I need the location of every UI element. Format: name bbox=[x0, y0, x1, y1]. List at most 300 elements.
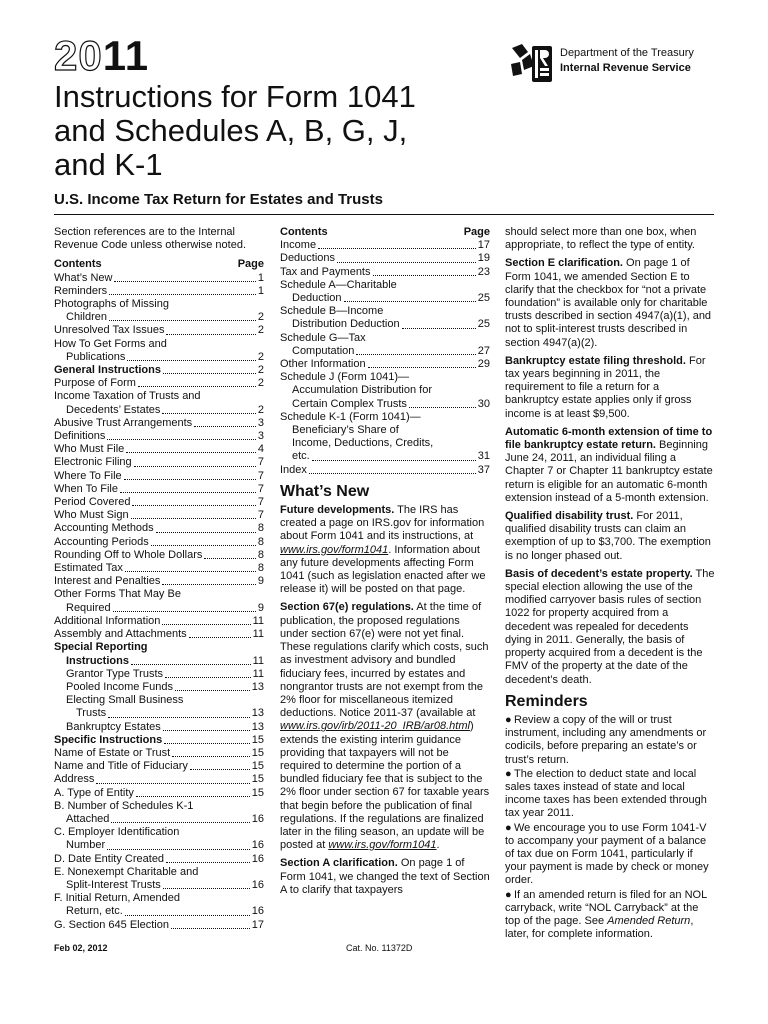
toc-entry-page: 17 bbox=[477, 239, 490, 252]
toc-leader-dots bbox=[190, 769, 250, 770]
paragraph-lead: Future developments. bbox=[280, 504, 395, 517]
title-line: and Schedules A, B, G, J, bbox=[54, 113, 408, 148]
document-title bbox=[54, 80, 484, 182]
paragraph-lead: Qualified disability trust. bbox=[505, 510, 634, 523]
toc-entry[interactable] bbox=[54, 483, 264, 496]
toc-entry-title: Decedents’ Estates bbox=[66, 403, 161, 416]
disability-trust-paragraph bbox=[505, 510, 715, 563]
toc-entry-title: Instructions bbox=[66, 654, 129, 667]
bullet-icon: ● bbox=[505, 888, 512, 901]
toc-leader-dots bbox=[164, 743, 250, 744]
toc-entry-page: 15 bbox=[251, 746, 264, 759]
toc-entry-title: G. Section 645 Election bbox=[54, 918, 169, 931]
toc-leader-dots bbox=[163, 730, 250, 731]
toc-entry-title: Other Forms That May Be bbox=[54, 588, 181, 601]
toc-entry-title: Assembly and Attachments bbox=[54, 628, 187, 641]
toc-leader-dots bbox=[312, 460, 476, 461]
toc-leader-dots bbox=[107, 439, 256, 440]
toc-leader-dots bbox=[124, 479, 256, 480]
toc-entry[interactable] bbox=[54, 905, 264, 918]
toc-entry-page: 8 bbox=[257, 535, 264, 548]
toc-entry[interactable] bbox=[54, 879, 264, 892]
toc-entry-title: Reminders bbox=[54, 284, 108, 297]
toc-entry-page: 7 bbox=[257, 509, 264, 522]
toc-entry-title: Schedule G—Tax bbox=[280, 331, 366, 344]
toc-entry-page: 25 bbox=[477, 318, 490, 331]
toc-leader-dots bbox=[108, 717, 250, 718]
reminder-item bbox=[505, 889, 715, 942]
toc-entry[interactable] bbox=[54, 773, 264, 786]
toc-entry-title: F. Initial Return, Amended bbox=[54, 892, 180, 905]
toc-leader-dots bbox=[109, 320, 256, 321]
toc-entry[interactable] bbox=[280, 332, 490, 345]
toc-entry-page: 3 bbox=[257, 416, 264, 429]
toc-entry[interactable] bbox=[280, 305, 490, 318]
toc-entry[interactable] bbox=[54, 721, 264, 734]
toc-entry[interactable] bbox=[280, 345, 490, 358]
toc-entry-title: Name and Title of Fiduciary bbox=[54, 760, 188, 773]
toc-entry-title: Bankruptcy Estates bbox=[66, 720, 161, 733]
toc-entry-title: Number bbox=[66, 839, 106, 852]
paragraph-text: ) extends the existing interim guidance providing that taxpayers will not be required to determine the portion of a bundled fiduciary fee that is subject to the 2% floor under section 67 for taxable years that begin before the publication of final regulations. If the regulations are finalized later in the filing season, an update will be posted at bbox=[280, 720, 490, 852]
toc-contents-label: Contents bbox=[280, 226, 328, 238]
intro-note: Section references are to the Internal Revenue Code unless otherwise noted. bbox=[54, 226, 247, 252]
toc-entry-title: B. Number of Schedules K-1 bbox=[54, 799, 194, 812]
toc-entry-page: 2 bbox=[257, 403, 264, 416]
toc-leader-dots bbox=[134, 466, 256, 467]
paragraph-lead: Section E clarification. bbox=[505, 257, 623, 270]
toc-leader-dots bbox=[402, 328, 476, 329]
toc-leader-dots bbox=[156, 532, 256, 533]
column-3 bbox=[505, 226, 715, 942]
toc-entry[interactable] bbox=[54, 919, 264, 932]
toc-entry[interactable] bbox=[280, 450, 490, 463]
toc-entry-page: 31 bbox=[477, 450, 490, 463]
toc-entry-page: 13 bbox=[251, 680, 264, 693]
toc-entry-title: Interest and Penalties bbox=[54, 575, 161, 588]
toc-entry-title: C. Employer Identification bbox=[54, 826, 180, 839]
toc-leader-dots bbox=[114, 281, 255, 282]
toc-entry[interactable] bbox=[54, 747, 264, 760]
toc-entry-page: 11 bbox=[252, 667, 264, 680]
toc-entry-page: 13 bbox=[251, 707, 264, 720]
toc-entry-title: Rounding Off to Whole Dollars bbox=[54, 548, 203, 561]
toc-entry-title: Trusts bbox=[76, 707, 107, 720]
toc-entry-title: Publications bbox=[66, 350, 126, 363]
toc-entry[interactable] bbox=[54, 602, 264, 615]
section-a-continued: should select more than one box, when appropriate, to reflect the type of entity. bbox=[505, 226, 697, 252]
toc-entry[interactable] bbox=[54, 311, 264, 324]
toc-entry-page: 15 bbox=[251, 760, 264, 773]
toc-entry-title: Accounting Periods bbox=[54, 535, 149, 548]
toc-entry[interactable] bbox=[54, 588, 264, 601]
toc-entry[interactable] bbox=[280, 384, 490, 397]
toc-entry-page: 3 bbox=[257, 430, 264, 443]
toc-entry[interactable] bbox=[54, 377, 264, 390]
toc-entry[interactable] bbox=[280, 437, 490, 450]
toc-entry-title: Electing Small Business bbox=[66, 694, 184, 707]
paragraph-lead: Automatic 6-month extension of time to file bankruptcy estate return. bbox=[505, 425, 713, 452]
toc-entry[interactable] bbox=[280, 371, 490, 384]
document-subtitle: U.S. Income Tax Return for Estates and Trusts bbox=[54, 191, 383, 208]
toc-entry-title: etc. bbox=[292, 450, 310, 463]
toc-leader-dots bbox=[136, 796, 250, 797]
toc-entry-title: Pooled Income Funds bbox=[66, 680, 174, 693]
toc-entry-title: Deduction bbox=[292, 292, 342, 305]
toc-entry-title: Period Covered bbox=[54, 496, 131, 509]
toc-entry-page: 8 bbox=[257, 548, 264, 561]
toc-entry-title: Distribution Deduction bbox=[292, 318, 400, 331]
toc-entry[interactable] bbox=[54, 443, 264, 456]
toc-entry-page: 8 bbox=[257, 522, 264, 535]
toc-leader-dots bbox=[356, 354, 475, 355]
toc-entry[interactable] bbox=[54, 813, 264, 826]
toc-entry-page: 16 bbox=[251, 878, 264, 891]
year-solid-digits: 11 bbox=[102, 32, 150, 79]
toc-entry-title: Where To File bbox=[54, 469, 122, 482]
toc-entry[interactable] bbox=[54, 668, 264, 681]
title-line: Instructions for Form 1041 bbox=[54, 79, 416, 114]
toc-entry-title: D. Date Entity Created bbox=[54, 852, 165, 865]
irs-form1041-link[interactable]: www.irs.gov/form1041 bbox=[328, 839, 437, 852]
toc-entry[interactable] bbox=[280, 292, 490, 305]
paragraph-text: On page 1 of Form 1041, we changed the text of Section A to clarify that taxpayers bbox=[280, 857, 490, 896]
whats-new-heading: What’s New bbox=[280, 482, 370, 500]
toc-leader-dots bbox=[166, 862, 250, 863]
reminder-text: Review a copy of the will or trust instrument, including any amendments or codicils, before preparing an estate’s or trust’s return. bbox=[505, 713, 707, 766]
header-divider bbox=[54, 214, 714, 215]
toc-entry[interactable] bbox=[280, 424, 490, 437]
toc-entry-title: What’s New bbox=[54, 271, 113, 284]
toc-entry[interactable] bbox=[280, 252, 490, 265]
toc-entry[interactable] bbox=[54, 800, 264, 813]
toc-entry-page: 7 bbox=[257, 482, 264, 495]
bullet-icon: ● bbox=[505, 821, 512, 834]
decedent-basis-paragraph bbox=[505, 568, 715, 687]
table-of-contents bbox=[280, 239, 490, 477]
toc-leader-dots bbox=[125, 571, 256, 572]
toc-leader-dots bbox=[125, 915, 250, 916]
toc-entry[interactable] bbox=[54, 628, 264, 641]
toc-entry-title: Tax and Payments bbox=[280, 265, 371, 278]
toc-entry-title: Name of Estate or Trust bbox=[54, 746, 171, 759]
toc-entry-title: Who Must Sign bbox=[54, 509, 129, 522]
toc-entry[interactable] bbox=[280, 239, 490, 252]
toc-entry[interactable] bbox=[54, 892, 264, 905]
toc-leader-dots bbox=[107, 849, 250, 850]
paragraph-lead: Bankruptcy estate filing threshold. bbox=[505, 354, 686, 367]
toc-entry-title: Schedule K-1 (Form 1041)— bbox=[280, 410, 421, 423]
toc-entry[interactable] bbox=[54, 615, 264, 628]
toc-header bbox=[54, 258, 264, 271]
toc-entry[interactable] bbox=[54, 694, 264, 707]
toc-entry-page: 27 bbox=[477, 344, 490, 357]
paragraph-lead: Section 67(e) regulations. bbox=[280, 601, 414, 614]
toc-entry-page: 2 bbox=[257, 377, 264, 390]
toc-leader-dots bbox=[113, 611, 256, 612]
toc-leader-dots bbox=[127, 360, 256, 361]
toc-entry-page: 2 bbox=[257, 311, 264, 324]
toc-entry-title: Split-Interest Trusts bbox=[66, 878, 161, 891]
table-of-contents bbox=[54, 272, 264, 932]
toc-entry-title: Attached bbox=[66, 812, 110, 825]
toc-entry[interactable] bbox=[54, 430, 264, 443]
footer-date: Feb 02, 2012 bbox=[54, 943, 108, 953]
toc-entry[interactable] bbox=[280, 464, 490, 477]
toc-entry[interactable] bbox=[54, 866, 264, 879]
toc-entry-page: 29 bbox=[477, 358, 490, 371]
toc-leader-dots bbox=[194, 426, 256, 427]
toc-entry[interactable] bbox=[54, 655, 264, 668]
toc-entry[interactable] bbox=[54, 456, 264, 469]
toc-entry-title: Purpose of Form bbox=[54, 377, 136, 390]
toc-leader-dots bbox=[175, 690, 250, 691]
toc-entry[interactable] bbox=[54, 496, 264, 509]
toc-entry[interactable] bbox=[54, 351, 264, 364]
irs-form1041-link[interactable]: www.irs.gov/form1041 bbox=[280, 543, 389, 556]
toc-leader-dots bbox=[204, 558, 256, 559]
toc-entry[interactable] bbox=[54, 285, 264, 298]
amended-return-reference: Amended Return bbox=[607, 914, 691, 927]
toc-entry[interactable] bbox=[54, 509, 264, 522]
dept-treasury-label: Department of the Treasury bbox=[560, 47, 694, 59]
toc-entry[interactable] bbox=[54, 641, 264, 654]
toc-page-label: Page bbox=[237, 258, 264, 271]
toc-entry-title: Accounting Methods bbox=[54, 522, 154, 535]
toc-entry-title: Income bbox=[280, 239, 317, 252]
toc-leader-dots bbox=[368, 367, 476, 368]
reminder-item bbox=[505, 822, 715, 888]
toc-entry-page: 1 bbox=[257, 284, 264, 297]
toc-entry-page: 7 bbox=[257, 469, 264, 482]
toc-entry-page: 30 bbox=[477, 397, 490, 410]
section-a-paragraph bbox=[280, 857, 490, 897]
toc-entry-title: Specific Instructions bbox=[54, 733, 163, 746]
toc-entry-title: A. Type of Entity bbox=[54, 786, 134, 799]
paragraph-text: On page 1 of Form 1041, we amended Section E to clarify that the checkbox for “not a private foundation” is available only for charitable trusts described in section 4947(a)(1), and not to split-interest trusts described in section 4947(a)(2). bbox=[505, 257, 712, 349]
toc-entry-title: Index bbox=[280, 463, 307, 476]
toc-entry[interactable] bbox=[54, 522, 264, 535]
toc-entry-title: Certain Complex Trusts bbox=[292, 397, 407, 410]
toc-entry-page: 16 bbox=[251, 812, 264, 825]
toc-entry[interactable] bbox=[54, 298, 264, 311]
future-developments-paragraph bbox=[280, 504, 490, 596]
toc-entry-title: Who Must File bbox=[54, 443, 125, 456]
toc-page-label: Page bbox=[463, 226, 490, 238]
paragraph-text: The special election allowing the use of the modified carryover basis rules of section 1022 for property acquired from a decedent was repealed for decedents dying in 2011. Generally, the basis of property acquired from a decedent is the FMV of the property at the date of the decedent’s death. bbox=[505, 567, 715, 686]
toc-entry-title: Electronic Filing bbox=[54, 456, 132, 469]
toc-leader-dots bbox=[165, 677, 251, 678]
bankruptcy-threshold-paragraph bbox=[505, 355, 715, 421]
irs-eagle-logo-icon bbox=[508, 42, 554, 86]
extension-paragraph bbox=[505, 426, 715, 505]
toc-entry-page: 11 bbox=[252, 628, 264, 641]
toc-entry-page: 11 bbox=[252, 654, 264, 667]
toc-entry[interactable] bbox=[54, 734, 264, 747]
toc-entry-page: 16 bbox=[251, 905, 264, 918]
toc-leader-dots bbox=[131, 664, 251, 665]
toc-entry[interactable] bbox=[54, 404, 264, 417]
toc-entry-page: 37 bbox=[477, 463, 490, 476]
column-1 bbox=[54, 226, 264, 932]
toc-entry[interactable] bbox=[54, 853, 264, 866]
toc-leader-dots bbox=[409, 407, 476, 408]
reminder-text: , later, for complete information. bbox=[505, 914, 694, 941]
toc-entry-title: E. Nonexempt Charitable and bbox=[54, 865, 199, 878]
toc-entry-page: 19 bbox=[477, 252, 490, 265]
reminder-item bbox=[505, 714, 715, 767]
reminders-heading: Reminders bbox=[505, 692, 588, 710]
toc-entry[interactable] bbox=[280, 358, 490, 371]
toc-entry-page: 1 bbox=[257, 271, 264, 284]
toc-contents-label: Contents bbox=[54, 258, 102, 271]
toc-entry-page: 23 bbox=[477, 265, 490, 278]
toc-entry-title: Unresolved Tax Issues bbox=[54, 324, 165, 337]
toc-entry-title: Schedule B—Income bbox=[280, 305, 384, 318]
toc-leader-dots bbox=[318, 248, 476, 249]
paragraph-lead: Section A clarification. bbox=[280, 857, 398, 870]
toc-entry-page: 15 bbox=[251, 733, 264, 746]
toc-entry-title: Schedule A—Charitable bbox=[280, 278, 397, 291]
toc-entry-title: Grantor Type Trusts bbox=[66, 667, 164, 680]
toc-entry-page: 7 bbox=[257, 496, 264, 509]
column-2 bbox=[280, 226, 490, 902]
toc-entry-page: 8 bbox=[257, 562, 264, 575]
toc-entry-title: Schedule J (Form 1041)— bbox=[280, 371, 409, 384]
toc-entry[interactable] bbox=[280, 266, 490, 279]
toc-leader-dots bbox=[163, 373, 256, 374]
toc-leader-dots bbox=[172, 756, 250, 757]
toc-entry[interactable] bbox=[280, 318, 490, 331]
toc-entry-title: Address bbox=[54, 773, 95, 786]
paragraph-lead: Basis of decedent’s estate property. bbox=[505, 567, 693, 580]
toc-header bbox=[280, 226, 490, 239]
toc-entry-page: 17 bbox=[251, 918, 264, 931]
toc-leader-dots bbox=[373, 275, 476, 276]
toc-entry-page: 2 bbox=[257, 350, 264, 363]
irs-label: Internal Revenue Service bbox=[560, 62, 691, 74]
toc-entry[interactable] bbox=[280, 411, 490, 424]
toc-leader-dots bbox=[126, 452, 256, 453]
toc-entry-title: Children bbox=[66, 311, 107, 324]
toc-leader-dots bbox=[120, 492, 256, 493]
toc-leader-dots bbox=[162, 624, 250, 625]
paragraph-text: . bbox=[436, 839, 440, 852]
reminder-text: We encourage you to use Form 1041-V to accompany your payment of a balance of tax due on Form 1041, particularly if your payment is made by check or money order. bbox=[505, 821, 709, 887]
toc-entry-title: When To File bbox=[54, 482, 118, 495]
paragraph-text: At the time of publication, the proposed regulations under section 67(e) were not yet final. These regulations clarify which costs, such as investment advisory and bundled fiduciary fees, incurred by estates and nongrantor trusts are not exempt from the 2% floor for miscellaneous itemized deductions. Notice 2011-37 (available at bbox=[280, 601, 489, 720]
paragraph-text: . Information about any future developments affecting Form 1041 (such as legislation enacted after we release it) will be posted on that page. bbox=[280, 543, 486, 596]
toc-leader-dots bbox=[162, 584, 255, 585]
toc-entry-page: 15 bbox=[251, 773, 264, 786]
paragraph-text: The IRS has created a page on IRS.gov for information about Form 1041 and its instructions, at bbox=[280, 504, 485, 543]
toc-entry[interactable] bbox=[54, 417, 264, 430]
toc-entry[interactable] bbox=[54, 549, 264, 562]
toc-entry-title: Income Taxation of Trusts and bbox=[54, 390, 201, 403]
reminder-text: The election to deduct state and local sales taxes instead of state and local income taxes has been extended through tax year 2011. bbox=[505, 767, 707, 820]
toc-entry-title: General Instructions bbox=[54, 364, 161, 377]
toc-leader-dots bbox=[171, 928, 250, 929]
toc-entry[interactable] bbox=[54, 562, 264, 575]
toc-entry[interactable] bbox=[54, 681, 264, 694]
toc-entry[interactable] bbox=[280, 279, 490, 292]
toc-entry-title: Return, etc. bbox=[66, 905, 123, 918]
bullet-icon: ● bbox=[505, 713, 512, 726]
toc-entry[interactable] bbox=[54, 826, 264, 839]
toc-leader-dots bbox=[131, 518, 256, 519]
toc-entry-title: Income, Deductions, Credits, bbox=[292, 437, 434, 450]
toc-entry-title: Definitions bbox=[54, 430, 106, 443]
toc-entry[interactable] bbox=[54, 787, 264, 800]
toc-entry-page: 11 bbox=[252, 614, 264, 627]
section-e-paragraph bbox=[505, 257, 715, 349]
toc-entry-title: Other Information bbox=[280, 358, 366, 371]
title-line: and K-1 bbox=[54, 147, 163, 182]
toc-entry-title: Deductions bbox=[280, 252, 336, 265]
toc-entry-title: Photographs of Missing bbox=[54, 298, 169, 311]
toc-entry[interactable] bbox=[54, 364, 264, 377]
toc-entry-title: Abusive Trust Arrangements bbox=[54, 416, 193, 429]
toc-leader-dots bbox=[337, 262, 476, 263]
irb-notice-link[interactable]: www.irs.gov/irb/2011-20_IRB/ar08.html bbox=[280, 720, 470, 733]
toc-entry[interactable] bbox=[54, 390, 264, 403]
toc-leader-dots bbox=[96, 783, 249, 784]
paragraph-text: Beginning June 24, 2011, an individual filing a Chapter 7 or Chapter 11 bankruptcy estate return is eligible for an automatic 6-month extension instead of a 5-month extension. bbox=[505, 439, 713, 504]
footer-catalog-number: Cat. No. 11372D bbox=[346, 943, 413, 953]
toc-entry-title: Required bbox=[66, 601, 111, 614]
toc-entry-page: 15 bbox=[251, 786, 264, 799]
toc-entry[interactable] bbox=[54, 338, 264, 351]
toc-entry-title: Accumulation Distribution for bbox=[292, 384, 433, 397]
toc-leader-dots bbox=[163, 888, 250, 889]
toc-entry-page: 7 bbox=[257, 456, 264, 469]
reminder-text: If an amended return is filed for an NOL carryback, write “NOL Carryback” at the top of the page. See bbox=[505, 888, 707, 927]
toc-entry[interactable] bbox=[54, 839, 264, 852]
toc-entry-title: Special Reporting bbox=[54, 641, 148, 654]
toc-entry[interactable] bbox=[54, 324, 264, 337]
toc-leader-dots bbox=[166, 334, 255, 335]
toc-leader-dots bbox=[309, 473, 476, 474]
toc-leader-dots bbox=[162, 413, 256, 414]
toc-entry-title: Estimated Tax bbox=[54, 562, 123, 575]
toc-entry[interactable] bbox=[54, 575, 264, 588]
toc-entry[interactable] bbox=[54, 707, 264, 720]
toc-leader-dots bbox=[189, 637, 251, 638]
toc-entry-page: 25 bbox=[477, 292, 490, 305]
toc-entry-title: Additional Information bbox=[54, 614, 161, 627]
toc-leader-dots bbox=[109, 294, 256, 295]
toc-entry[interactable] bbox=[54, 536, 264, 549]
toc-leader-dots bbox=[344, 301, 476, 302]
toc-entry[interactable] bbox=[54, 760, 264, 773]
year-outline-digits: 20 bbox=[54, 32, 103, 79]
toc-entry[interactable] bbox=[280, 398, 490, 411]
toc-entry-page: 4 bbox=[257, 443, 264, 456]
toc-entry-page: 9 bbox=[257, 575, 264, 588]
section-67e-paragraph bbox=[280, 601, 490, 852]
bullet-icon: ● bbox=[505, 767, 512, 780]
reminder-item bbox=[505, 768, 715, 821]
toc-entry-page: 2 bbox=[257, 324, 264, 337]
toc-entry-title: Beneficiary’s Share of bbox=[292, 424, 399, 437]
toc-entry[interactable] bbox=[54, 470, 264, 483]
toc-leader-dots bbox=[111, 822, 249, 823]
paragraph-text: For 2011, qualified disability trusts can claim an exemption of up to $3,700. The exemption is no longer phased out. bbox=[505, 510, 711, 562]
toc-entry-title: Computation bbox=[292, 344, 355, 357]
irs-masthead bbox=[508, 42, 728, 86]
toc-entry[interactable] bbox=[54, 272, 264, 285]
paragraph-text: For tax years beginning in 2011, the requirement to file a return for a bankruptcy estate applies only if gross income is at least $9,500. bbox=[505, 354, 706, 420]
